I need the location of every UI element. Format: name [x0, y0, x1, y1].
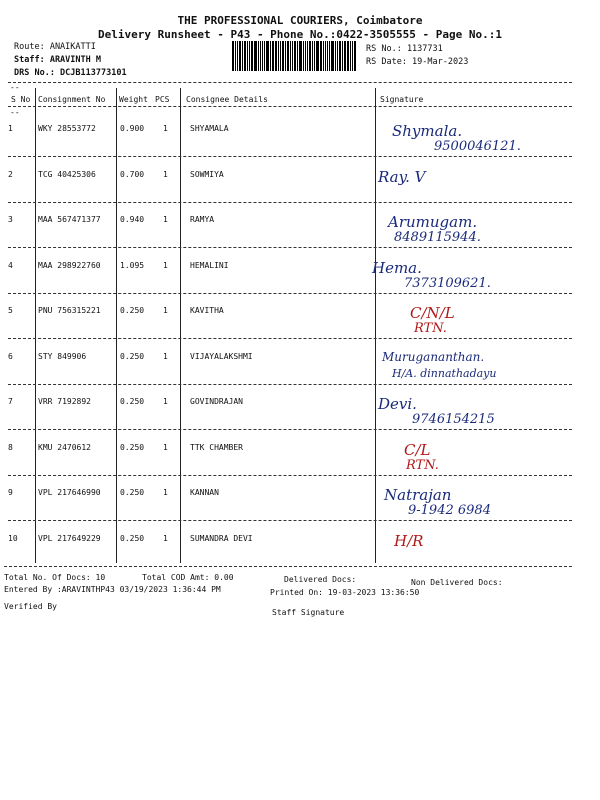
route-label: Route: ANAIKATTI: [14, 42, 96, 52]
row-weight: 1.095: [120, 261, 145, 270]
header-mark-2: --: [10, 108, 20, 117]
verified-by: Verified By: [4, 602, 57, 611]
row-consignee: KAVITHA: [190, 306, 224, 315]
row-weight: 0.250: [120, 534, 145, 543]
row-pcs: 1: [163, 443, 168, 452]
row-separator: [8, 247, 572, 248]
row-pcs: 1: [163, 215, 168, 224]
rs-date: RS Date: 19-Mar-2023: [366, 57, 469, 67]
row-separator: [8, 475, 572, 476]
company-title: THE PROFESSIONAL COURIERS, Coimbatore: [177, 14, 423, 27]
col-consignee: Consignee Details: [186, 95, 268, 104]
row-weight: 0.940: [120, 215, 145, 224]
row-separator: [8, 202, 572, 203]
col-sno: S No: [11, 95, 31, 104]
row-consignment: STY 849906: [38, 352, 87, 361]
runsheet-title: Delivery Runsheet - P43 - Phone No.:0422-3505555 - Page No.:1: [98, 28, 502, 41]
row-separator: [8, 429, 572, 430]
rs-no: RS No.: 1137731: [366, 44, 443, 54]
row-consignment: WKY 28553772: [38, 124, 96, 133]
row-consignment: VPL 217646990: [38, 488, 101, 497]
non-delivered-docs: Non Delivered Docs:: [411, 578, 503, 587]
drs-label: DRS No.: DCJB113773101: [14, 68, 127, 78]
signature-handwriting: Arumugam.: [388, 213, 478, 231]
signature-handwriting: Shymala.: [392, 122, 463, 140]
barcode: [232, 41, 357, 71]
row-separator: [8, 293, 572, 294]
row-pcs: 1: [163, 397, 168, 406]
row-consignee: GOVINDRAJAN: [190, 397, 243, 406]
entered-by: Entered By :ARAVINTHP43 03/19/2023 1:36:44 PM: [4, 585, 221, 594]
row-sno: 9: [8, 488, 13, 497]
signature-handwriting: C/N/L: [410, 304, 455, 322]
printed-on: Printed On: 19-03-2023 13:36:50: [270, 588, 420, 597]
signature-handwriting-line2: 9-1942 6984: [408, 503, 491, 518]
col-signature: Signature: [380, 95, 424, 104]
row-pcs: 1: [163, 352, 168, 361]
row-separator: [8, 338, 572, 339]
signature-handwriting: Natrajan: [384, 486, 452, 504]
row-consignee: RAMYA: [190, 215, 215, 224]
row-consignment: VRR 7192892: [38, 397, 91, 406]
row-consignment: MAA 567471377: [38, 215, 101, 224]
row-pcs: 1: [163, 306, 168, 315]
row-separator: [8, 156, 572, 157]
signature-handwriting: Murugananthan.: [382, 350, 485, 364]
signature-handwriting: Ray. V: [378, 168, 426, 186]
row-sno: 1: [8, 124, 13, 133]
row-consignee: SHYAMALA: [190, 124, 229, 133]
signature-handwriting-line2: 8489115944.: [394, 230, 481, 245]
row-weight: 0.250: [120, 488, 145, 497]
row-weight: 0.700: [120, 170, 145, 179]
signature-handwriting-line2: 7373109621.: [404, 276, 491, 291]
row-sno: 3: [8, 215, 13, 224]
row-weight: 0.250: [120, 352, 145, 361]
row-sno: 5: [8, 306, 13, 315]
row-consignee: SUMANDRA DEVI: [190, 534, 253, 543]
header-mark: --: [10, 83, 20, 92]
row-consignment: KMU 2470612: [38, 443, 91, 452]
row-sno: 4: [8, 261, 13, 270]
signature-handwriting-line2: 9746154215: [412, 412, 495, 427]
row-weight: 0.900: [120, 124, 145, 133]
divider-sno: [35, 88, 36, 563]
col-consignment: Consignment No: [38, 95, 106, 104]
col-pcs: PCS: [155, 95, 170, 104]
row-pcs: 1: [163, 261, 168, 270]
signature-handwriting: C/L: [404, 441, 431, 459]
signature-handwriting: Devi.: [378, 395, 417, 413]
row-pcs: 1: [163, 488, 168, 497]
row-weight: 0.250: [120, 443, 145, 452]
row-consignee: SOWMIYA: [190, 170, 224, 179]
row-consignment: PNU 756315221: [38, 306, 101, 315]
row-consignee: VIJAYALAKSHMI: [190, 352, 253, 361]
row-pcs: 1: [163, 534, 168, 543]
divider-pcs: [180, 88, 181, 563]
divider-consignee: [375, 88, 376, 563]
row-consignee: HEMALINI: [190, 261, 229, 270]
signature-handwriting: Hema.: [372, 259, 422, 277]
row-consignee: KANNAN: [190, 488, 219, 497]
staff-label: Staff: ARAVINTH M: [14, 55, 101, 65]
signature-handwriting-line2: 9500046121.: [434, 139, 521, 154]
delivered-docs: Delivered Docs:: [284, 575, 357, 584]
header-rule-bottom: [8, 106, 572, 107]
row-separator: [8, 520, 572, 521]
row-sno: 8: [8, 443, 13, 452]
staff-signature-label: Staff Signature: [272, 608, 345, 617]
row-pcs: 1: [163, 170, 168, 179]
row-pcs: 1: [163, 124, 168, 133]
col-weight: Weight: [119, 95, 148, 104]
row-consignment: TCG 40425306: [38, 170, 96, 179]
row-sno: 2: [8, 170, 13, 179]
header-rule-top: [8, 82, 572, 83]
total-cod: Total COD Amt: 0.00: [142, 573, 234, 582]
row-sno: 6: [8, 352, 13, 361]
row-consignment: VPL 217649229: [38, 534, 101, 543]
signature-handwriting-line2: H/A. dinnathadayu: [392, 367, 497, 380]
divider-consignment: [116, 88, 117, 563]
row-sno: 7: [8, 397, 13, 406]
total-docs: Total No. Of Docs: 10: [4, 573, 106, 582]
row-sno: 10: [8, 534, 18, 543]
signature-handwriting-line2: RTN.: [414, 321, 447, 336]
row-weight: 0.250: [120, 397, 145, 406]
row-separator: [8, 384, 572, 385]
signature-handwriting-line2: RTN.: [406, 458, 439, 473]
row-consignee: TTK CHAMBER: [190, 443, 243, 452]
row-consignment: MAA 298922760: [38, 261, 101, 270]
signature-handwriting: H/R: [394, 532, 424, 550]
footer-rule: [4, 566, 572, 567]
row-weight: 0.250: [120, 306, 145, 315]
